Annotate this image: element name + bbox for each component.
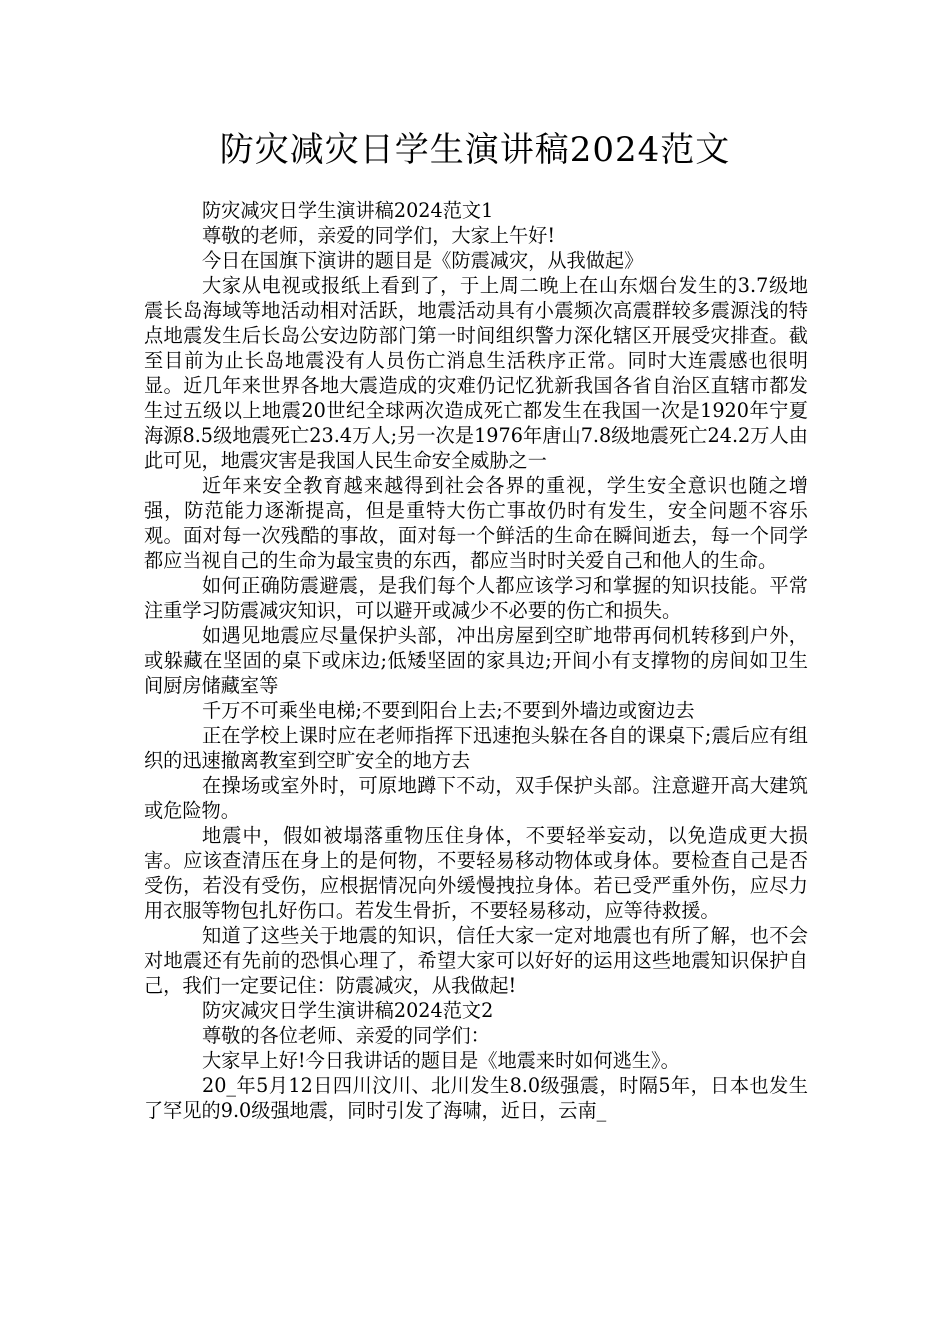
paragraph: 20_年5月12日四川汶川、北川发生8.0级强震，时隔5年，日本也发生了罕见的9.0级强地震，同时引发了海啸，近日，云南_ [144, 1074, 808, 1122]
paragraph: 在操场或室外时，可原地蹲下不动，双手保护头部。注意避开高大建筑或危险物。 [144, 774, 808, 822]
document-title: 防灾减灾日学生演讲稿2024范文 [219, 130, 731, 170]
document-body [144, 198, 808, 1123]
paragraph: 如遇见地震应尽量保护头部，冲出房屋到空旷地带再伺机转移到户外，或躲藏在坚固的桌下或床边;低矮坚固的家具边;开间小有支撑物的房间如卫生间厨房储藏室等 [144, 624, 808, 697]
paragraph: 尊敬的老师，亲爱的同学们，大家上午好! [202, 224, 556, 247]
paragraph: 大家从电视或报纸上看到了，于上周二晚上在山东烟台发生的3.7级地震长岛海域等地活动相对活跃，地震活动具有小震频次高震群较多震源浅的特点地震发生后长岛公安边防部门第一时间组织警力深化辖区开展受灾排查。截至目前为止长岛地震没有人员伤亡消息生活秩序正常。同时大连震感也很明显。近几年来世界各地大震造成的灾难仍记忆犹新我国各省自治区直辖市都发生过五级以上地震20世纪全球两次造成死亡都发生在我国一次是1920年宁夏海源8.5级地震死亡23.4万人;另一次是1976年唐山7.8级地震死亡24.2万人由此可见，地震灾害是我国人民生命安全威胁之一 [144, 274, 808, 472]
paragraph: 如何正确防震避震，是我们每个人都应该学习和掌握的知识技能。平常注重学习防震减灾知识，可以避开或减少不必要的伤亡和损失。 [144, 574, 808, 622]
paragraph: 千万不可乘坐电梯;不要到阳台上去;不要到外墙边或窗边去 [202, 699, 695, 722]
paragraph: 今日在国旗下演讲的题目是《防震减灾，从我做起》 [202, 249, 644, 272]
paragraph: 防灾减灾日学生演讲稿2024范文1 [202, 199, 494, 222]
paragraph: 尊敬的各位老师、亲爱的同学们： [202, 1024, 490, 1047]
paragraph: 近年来安全教育越来越得到社会各界的重视，学生安全意识也随之增强，防范能力逐渐提高，但是重特大伤亡事故仍时有发生，安全问题不容乐观。面对每一次残酷的事故，面对每一个鲜活的生命在瞬间逝去，每一个同学都应当视自己的生命为最宝贵的东西，都应当时时关爱自己和他人的生命。 [144, 474, 808, 572]
paragraph: 大家早上好!今日我讲话的题目是《地震来时如何逃生》。 [202, 1049, 680, 1072]
paragraph: 防灾减灾日学生演讲稿2024范文2 [202, 999, 494, 1022]
paragraph: 地震中，假如被塌落重物压住身体，不要轻举妄动，以免造成更大损害。应该查清压在身上的是何物，不要轻易移动物体或身体。要检查自己是否受伤，若没有受伤，应根据情况向外缓慢拽拉身体。若已受严重外伤，应尽力用衣服等物包扎好伤口。若发生骨折，不要轻易移动，应等待救援。 [144, 824, 808, 922]
paragraph: 正在学校上课时应在老师指挥下迅速抱头躲在各自的课桌下;震后应有组织的迅速撤离教室到空旷安全的地方去 [144, 724, 808, 772]
paragraph: 知道了这些关于地震的知识，信任大家一定对地震也有所了解，也不会对地震还有先前的恐惧心理了，希望大家可以好好的运用这些地震知识保护自己，我们一定要记住：防震减灾，从我做起! [144, 924, 808, 997]
